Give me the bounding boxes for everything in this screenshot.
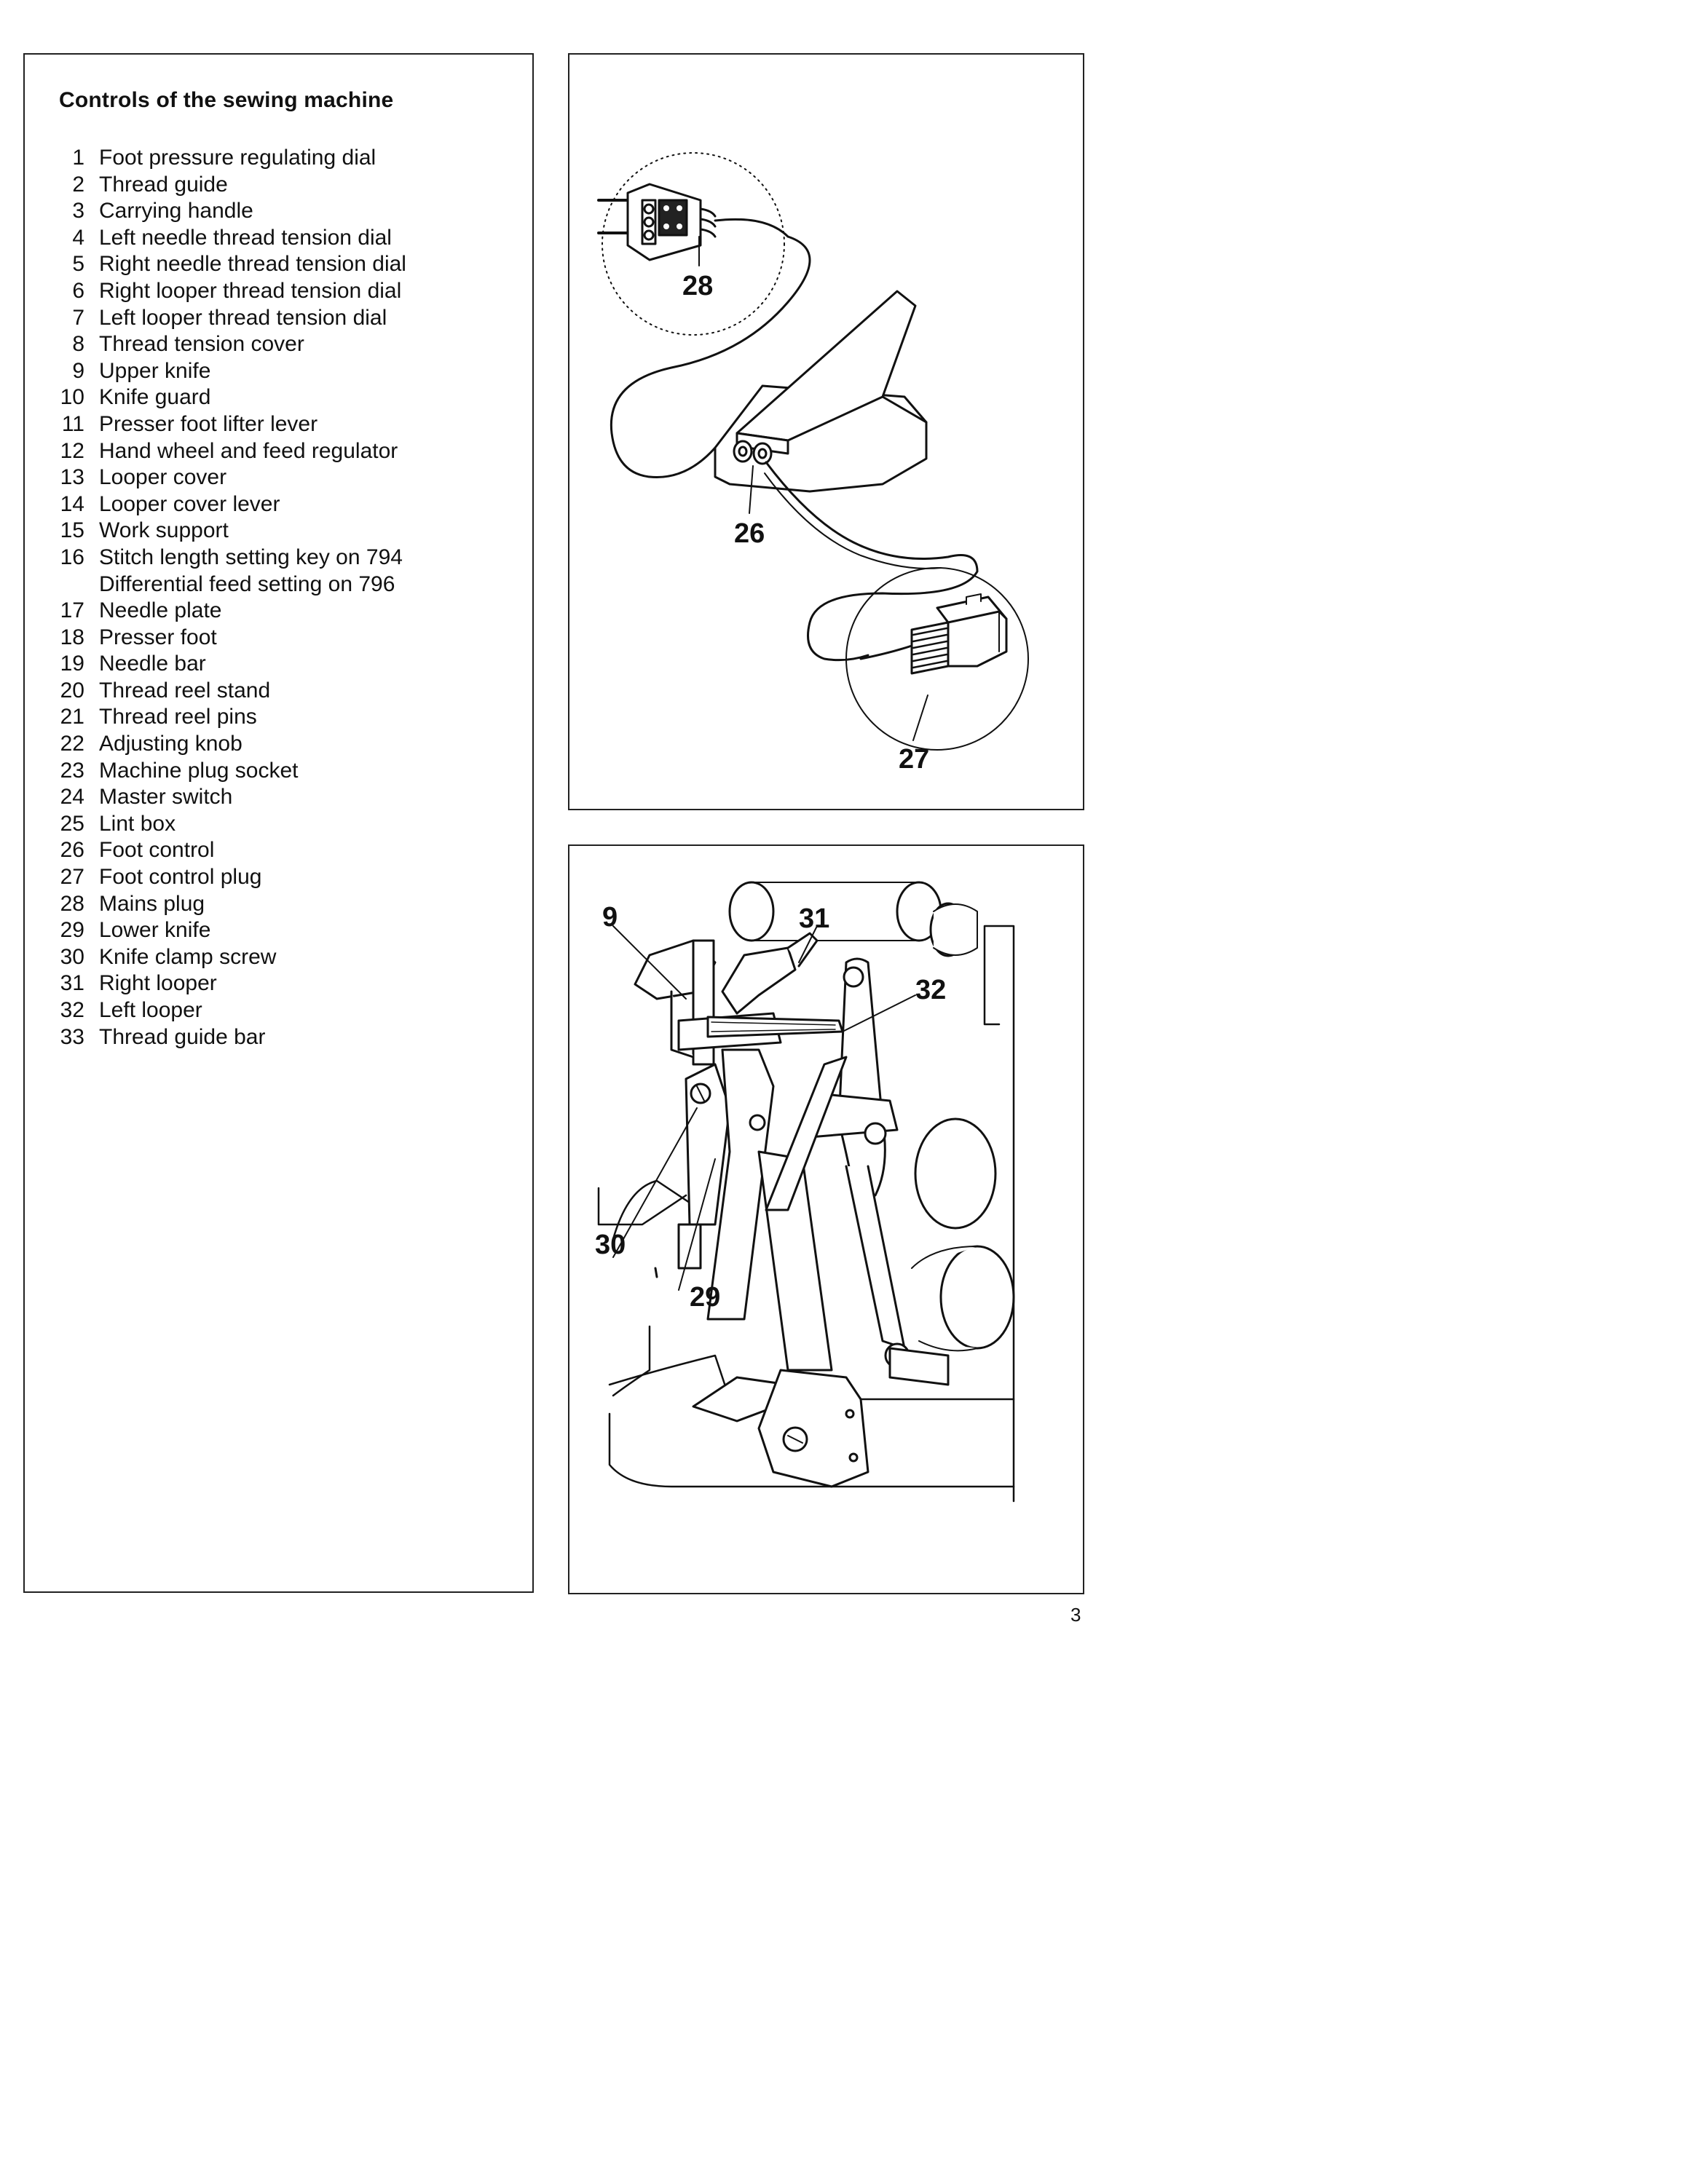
item-label: Differential feed setting on 796 (99, 571, 395, 596)
list-item (25, 970, 527, 997)
list-item (25, 172, 527, 199)
item-number: 33 (60, 1024, 84, 1049)
list-item (25, 251, 527, 278)
item-number: 15 (60, 518, 84, 543)
list-item (25, 811, 527, 838)
list-item (25, 198, 527, 225)
list-item (25, 704, 527, 731)
item-number: 12 (60, 438, 84, 463)
item-label: Machine plug socket (99, 758, 299, 783)
item-number: 7 (72, 305, 84, 330)
item-number: 10 (60, 385, 84, 410)
item-label: Presser foot (99, 625, 217, 649)
item-number: 1 (72, 146, 84, 170)
controls-list (25, 145, 527, 1051)
item-label: Knife clamp screw (99, 944, 277, 969)
item-label: Thread guide bar (99, 1024, 266, 1049)
list-item (25, 331, 527, 358)
item-number: 24 (60, 785, 84, 810)
item-number: 30 (60, 944, 84, 969)
page-number: 3 (1070, 1604, 1081, 1626)
leader-27 (913, 695, 928, 740)
item-number: 17 (60, 598, 84, 623)
item-label: Work support (99, 518, 229, 543)
callout-28: 28 (682, 271, 714, 301)
item-number: 25 (60, 811, 84, 836)
item-number: 5 (72, 252, 84, 277)
list-item (25, 837, 527, 864)
item-label: Mains plug (99, 891, 205, 916)
list-item (25, 545, 527, 571)
looper-area-figure (568, 844, 1084, 1594)
item-number: 22 (60, 732, 84, 756)
list-item (25, 864, 527, 891)
list-item (25, 944, 527, 971)
item-number: 19 (60, 652, 84, 676)
item-number: 14 (60, 491, 84, 516)
foot-control-figure (568, 53, 1084, 810)
list-item (25, 917, 527, 944)
item-label: Left looper thread tension dial (99, 305, 387, 330)
callout-30: 30 (595, 1230, 626, 1260)
list-item (25, 784, 527, 811)
callout-27: 27 (899, 744, 930, 775)
item-label: Left looper (99, 998, 202, 1022)
item-number: 20 (60, 678, 84, 703)
item-number: 6 (72, 278, 84, 303)
list-item (25, 891, 527, 918)
looper-area-illustration (569, 846, 1083, 1593)
item-label: Foot pressure regulating dial (99, 146, 376, 170)
item-label: Thread reel pins (99, 705, 257, 729)
item-label: Thread guide (99, 172, 228, 197)
list-item (25, 464, 527, 491)
item-number: 29 (60, 918, 84, 943)
item-label: Master switch (99, 785, 233, 810)
item-label: Right looper (99, 971, 217, 996)
item-number: 13 (60, 465, 84, 490)
item-label: Right needle thread tension dial (99, 252, 406, 277)
item-label: Stitch length setting key on 794 (99, 545, 403, 569)
item-label: Lint box (99, 811, 176, 836)
item-number: 23 (60, 758, 84, 783)
item-number: 28 (60, 891, 84, 916)
item-number: 26 (60, 838, 84, 863)
list-item (25, 518, 527, 545)
item-number: 4 (72, 225, 84, 250)
list-item (25, 997, 527, 1024)
item-number: 18 (60, 625, 84, 649)
list-item (25, 625, 527, 652)
item-label: Left needle thread tension dial (99, 225, 392, 250)
list-item (25, 571, 527, 598)
item-label: Presser foot lifter lever (99, 411, 318, 436)
foot-control-plug-drawing (861, 594, 1006, 673)
item-label: Hand wheel and feed regulator (99, 438, 398, 463)
item-label: Right looper thread tension dial (99, 278, 402, 303)
list-item (25, 598, 527, 625)
item-label: Lower knife (99, 918, 211, 943)
list-item (25, 305, 527, 332)
item-label: Thread reel stand (99, 678, 271, 703)
foot-control-illustration (569, 55, 1083, 809)
item-label: Foot control (99, 838, 215, 863)
item-number: 9 (72, 358, 84, 383)
item-number: 21 (60, 705, 84, 729)
item-label: Carrying handle (99, 199, 253, 223)
list-item (25, 438, 527, 465)
tick-mark (655, 1268, 657, 1277)
list-item (25, 1024, 527, 1051)
list-item (25, 651, 527, 678)
list-item (25, 758, 527, 785)
item-label: Foot control plug (99, 865, 262, 890)
item-label: Thread tension cover (99, 332, 304, 357)
list-item (25, 358, 527, 385)
list-item (25, 145, 527, 172)
item-number: 32 (60, 998, 84, 1022)
item-label: Needle bar (99, 652, 206, 676)
right-looper-drawing (722, 933, 817, 1013)
item-number: 16 (60, 545, 84, 569)
callout-31: 31 (799, 903, 830, 934)
item-number: 3 (72, 199, 84, 223)
callout-9: 9 (602, 902, 618, 933)
list-item (25, 225, 527, 252)
list-item (25, 678, 527, 705)
hand-wheel-drawing (730, 882, 977, 956)
list-item (25, 491, 527, 518)
item-label: Needle plate (99, 598, 222, 623)
item-label: Looper cover lever (99, 491, 280, 516)
section-title: Controls of the sewing machine (59, 88, 394, 112)
list-item (25, 411, 527, 438)
list-item (25, 731, 527, 758)
list-item (25, 278, 527, 305)
item-number: 8 (72, 332, 84, 357)
item-number: 27 (60, 865, 84, 890)
lower-knife-drawing (679, 1050, 846, 1370)
list-item (25, 384, 527, 411)
item-number: 11 (61, 411, 84, 436)
lower-lever-drawing (693, 1370, 868, 1487)
item-label: Upper knife (99, 358, 211, 383)
item-label: Adjusting knob (99, 732, 242, 756)
callout-29: 29 (690, 1282, 721, 1313)
callout-26: 26 (734, 518, 765, 549)
callout-32: 32 (915, 975, 947, 1005)
controls-list-panel (23, 53, 534, 1593)
item-label: Knife guard (99, 385, 211, 410)
roller-drawing (912, 1119, 1014, 1350)
item-number: 31 (60, 971, 84, 996)
mains-plug-drawing (599, 184, 788, 260)
foot-control-drawing (715, 291, 926, 491)
item-label: Looper cover (99, 465, 227, 490)
item-number: 2 (72, 172, 84, 197)
